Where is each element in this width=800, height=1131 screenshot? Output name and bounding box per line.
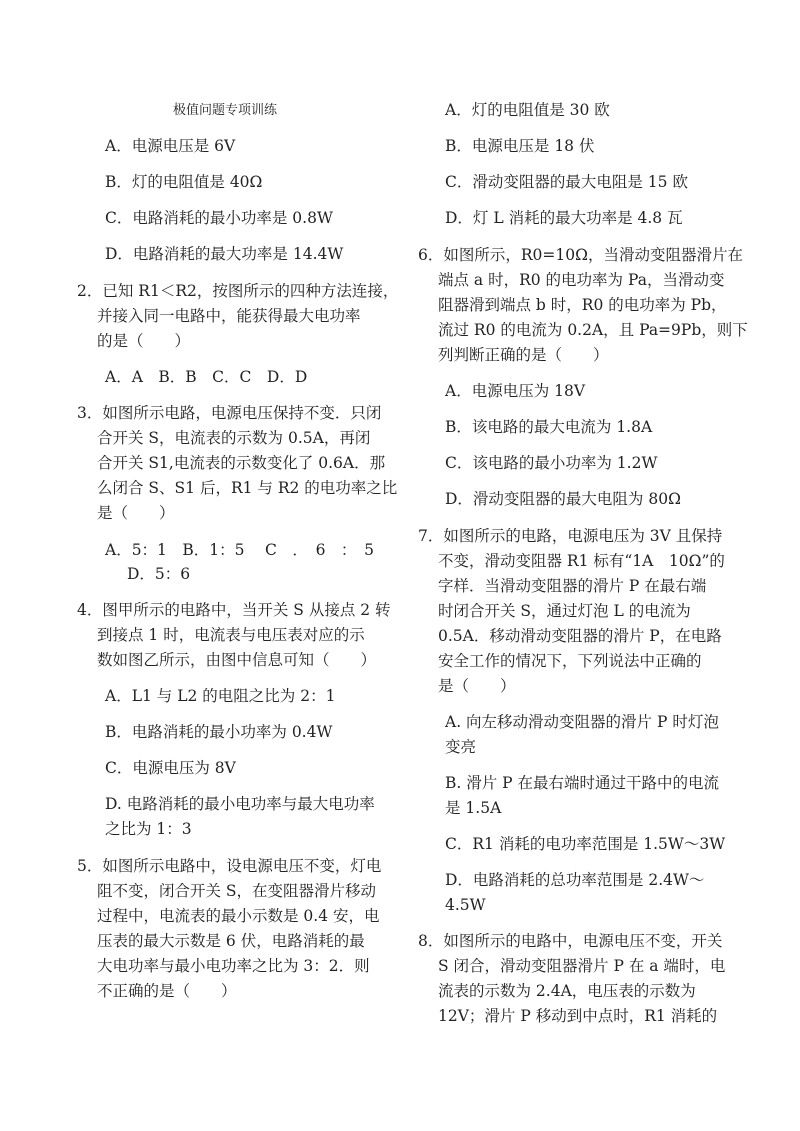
q3-stem-line: 3．如图所示电路，电源电压保持不变．只闭: [77, 404, 382, 422]
q3-stem-line: 合开关 S1,电流表的示数变化了 0.6A．那: [97, 454, 386, 472]
q1-option-a: A．电源电压是 6V: [105, 137, 236, 155]
q5-stem-line: 5．如图所示电路中，设电源电压不变，灯电: [77, 857, 382, 875]
q7-stem-line: 不变，滑动变阻器 R1 标有“1A 10Ω”的: [438, 552, 725, 570]
q7-option-d-cont: 4.5W: [445, 896, 486, 914]
q8-stem-line: S 闭合，滑动变阻器滑片 P 在 a 端时，电: [438, 957, 726, 975]
q4-stem-line: 4．图甲所示的电路中，当开关 S 从接点 2 转: [77, 601, 391, 619]
q6-option-b: B．该电路的最大电流为 1.8A: [445, 418, 653, 436]
q5-option-a: A．灯的电阻值是 30 欧: [445, 101, 610, 119]
q8-stem-line: 流表的示数为 2.4A，电压表的示数为: [438, 982, 696, 1000]
q6-option-a: A．电源电压为 18V: [445, 382, 586, 400]
q6-stem-line: 阻器滑到端点 b 时，R0 的电功率为 Pb，: [438, 296, 727, 314]
page-header-title: 极值问题专项训练: [173, 103, 278, 118]
q5-stem-line: 大电功率与最小电功率之比为 3：2．则: [97, 957, 370, 975]
q6-stem-line: 端点 a 时，R0 的电功率为 Pa，当滑动变: [438, 271, 725, 289]
q7-option-c: C．R1 消耗的电功率范围是 1.5W～3W: [445, 835, 726, 853]
q6-stem-line: 6．如图所示，R0=10Ω，当滑动变阻器滑片在: [418, 246, 743, 264]
q8-stem-line: 12V；滑片 P 移动到中点时，R1 消耗的: [438, 1007, 718, 1025]
q5-stem-line: 过程中，电流表的最小示数是 0.4 安，电: [97, 907, 380, 925]
q6-stem-line: 流过 R0 的电流为 0.2A，且 Pa=9Pb，则下: [438, 321, 748, 339]
q6-option-d: D．滑动变阻器的最大电阻为 80Ω: [445, 490, 681, 508]
q2-stem-line: 的是（ ）: [97, 332, 191, 350]
q7-option-b-cont: 是 1.5A: [445, 799, 502, 817]
q1-option-b: B．灯的电阻值是 40Ω: [105, 173, 263, 191]
q7-stem-line: 安全工作的情况下，下列说法中正确的: [438, 652, 702, 670]
q6-stem-line: 列判断正确的是（ ）: [438, 346, 609, 364]
q7-stem-line: 7．如图所示的电路，电源电压为 3V 且保持: [418, 527, 723, 545]
q6-option-c: C．该电路的最小功率为 1.2W: [445, 454, 658, 472]
q5-option-c: C．滑动变阻器的最大电阻是 15 欧: [445, 173, 688, 191]
q3-stem-line: 合开关 S，电流表的示数为 0.5A，再闭: [97, 429, 371, 447]
q7-stem-line: 0.5A．移动滑动变阻器的滑片 P，在电路: [438, 627, 722, 645]
q4-option-d-cont: 之比为 1：3: [105, 820, 192, 838]
q1-option-c: C．电路消耗的最小功率是 0.8W: [105, 209, 333, 227]
q4-option-a: A．L1 与 L2 的电阻之比为 2：1: [105, 687, 336, 705]
q4-stem-line: 到接点 1 时，电流表与电压表对应的示: [97, 626, 365, 644]
q3-option-d: D．5：6: [127, 565, 191, 583]
q2-options: A．A B．B C．C D．D: [105, 368, 308, 386]
q7-option-a: A. 向左移动滑动变阻器的滑片 P 时灯泡: [445, 713, 719, 731]
q4-option-c: C．电源电压为 8V: [105, 759, 236, 777]
q4-stem-line: 数如图乙所示，由图中信息可知（ ）: [97, 651, 377, 669]
q3-stem-line: 么闭合 S、S1 后，R1 与 R2 的电功率之比: [97, 479, 398, 497]
q5-stem-line: 不正确的是（ ）: [97, 982, 237, 1000]
q5-option-d: D．灯 L 消耗的最大功率是 4.8 瓦: [445, 209, 683, 227]
q4-option-b: B．电路消耗的最小功率为 0.4W: [105, 723, 333, 741]
q3-stem-line: 是（ ）: [97, 504, 175, 522]
q2-stem-line: 并接入同一电路中，能获得最大电功率: [97, 307, 361, 325]
q4-option-d: D. 电路消耗的最小电功率与最大电功率: [105, 795, 375, 813]
q8-stem-line: 8．如图所示的电路中，电源电压不变，开关: [418, 932, 723, 950]
q7-stem-line: 字样．当滑动变阻器的滑片 P 在最右端: [438, 577, 707, 595]
q7-stem-line: 时闭合开关 S，通过灯泡 L 的电流为: [438, 602, 691, 620]
q3-options: A．5：1 B．1：5 C ． 6 ： 5: [105, 541, 375, 559]
q7-stem-line: 是（ ）: [438, 677, 516, 695]
q7-option-d: D．电路消耗的总功率范围是 2.4W～: [445, 871, 705, 889]
q7-option-a-cont: 变亮: [445, 738, 477, 756]
q5-stem-line: 压表的最大示数是 6 伏，电路消耗的最: [97, 932, 365, 950]
q5-stem-line: 阻不变，闭合开关 S，在变阻器滑片移动: [97, 882, 377, 900]
q2-stem-line: 2．已知 R1＜R2，按图所示的四种方法连接，: [77, 282, 399, 300]
q1-option-d: D．电路消耗的最大功率是 14.4W: [105, 245, 344, 263]
q7-option-b: B. 滑片 P 在最右端时通过干路中的电流: [445, 774, 720, 792]
q5-option-b: B．电源电压是 18 伏: [445, 137, 595, 155]
